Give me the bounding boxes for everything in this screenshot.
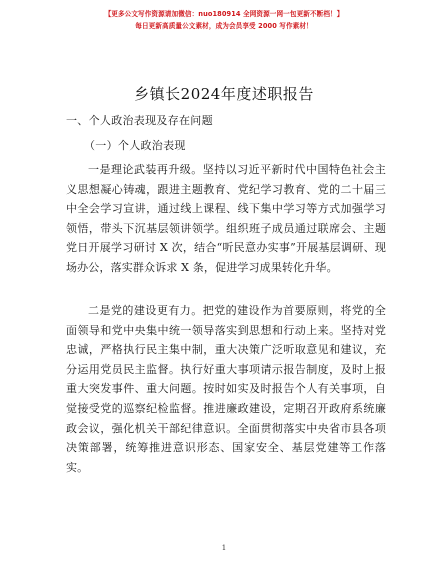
promo-banner-line-2: 每日更新高质量公文素材，成为会员享受 2000 写作素材！ [135,22,313,30]
body-paragraph-1: 一是理论武装再升级。坚持以习近平新时代中国特色社会主义思想凝心铸魂，跟进主题教育、党纪学习教育、党的二十届三中全会学习宣讲，通过线上课程、线下集中学习等方式加强学习领悟，带头下沉基层领讲领学。组织班子成员通过联席会、主题党日开展学习研讨 X 次，结合“听民意办实事”开展基层调研、现场办公，落实群众诉求 X 条，促进学习成果转化升华。 [66,163,386,274]
promo-banner-line-1: 【更多公文写作资源请加微信：nuo180914 全网资源一网一包更新不断档！】 [104,10,344,18]
section-heading: 一、个人政治表现及存在问题 [66,114,213,127]
subsection-heading: （一）个人政治表现 [84,139,186,152]
body-paragraph-2: 二是党的建设更有力。把党的建设作为首要原则，将党的全面领导和党中央集中统一领导落实到思想和行动上来。坚持对党忠诚，严格执行民主集中制，重大决策广泛听取意见和建议，充分运用党员民主监督。执行好重大事项请示报告制度，及时上报重大突发事件、重大问题。按时如实及时报告个人有关事项，自觉接受党的巡察纪检监督。推进廉政建设，定期召开政府系统廉政会议，强化机关干部纪律意识。全面贯彻落实中央省市县各项决策部署，统筹推进意识形态、国家安全、基层党建等工作落实。 [66,304,386,474]
document-title: 乡镇长2024年度述职报告 [134,85,314,103]
page-number: 1 [221,544,227,552]
